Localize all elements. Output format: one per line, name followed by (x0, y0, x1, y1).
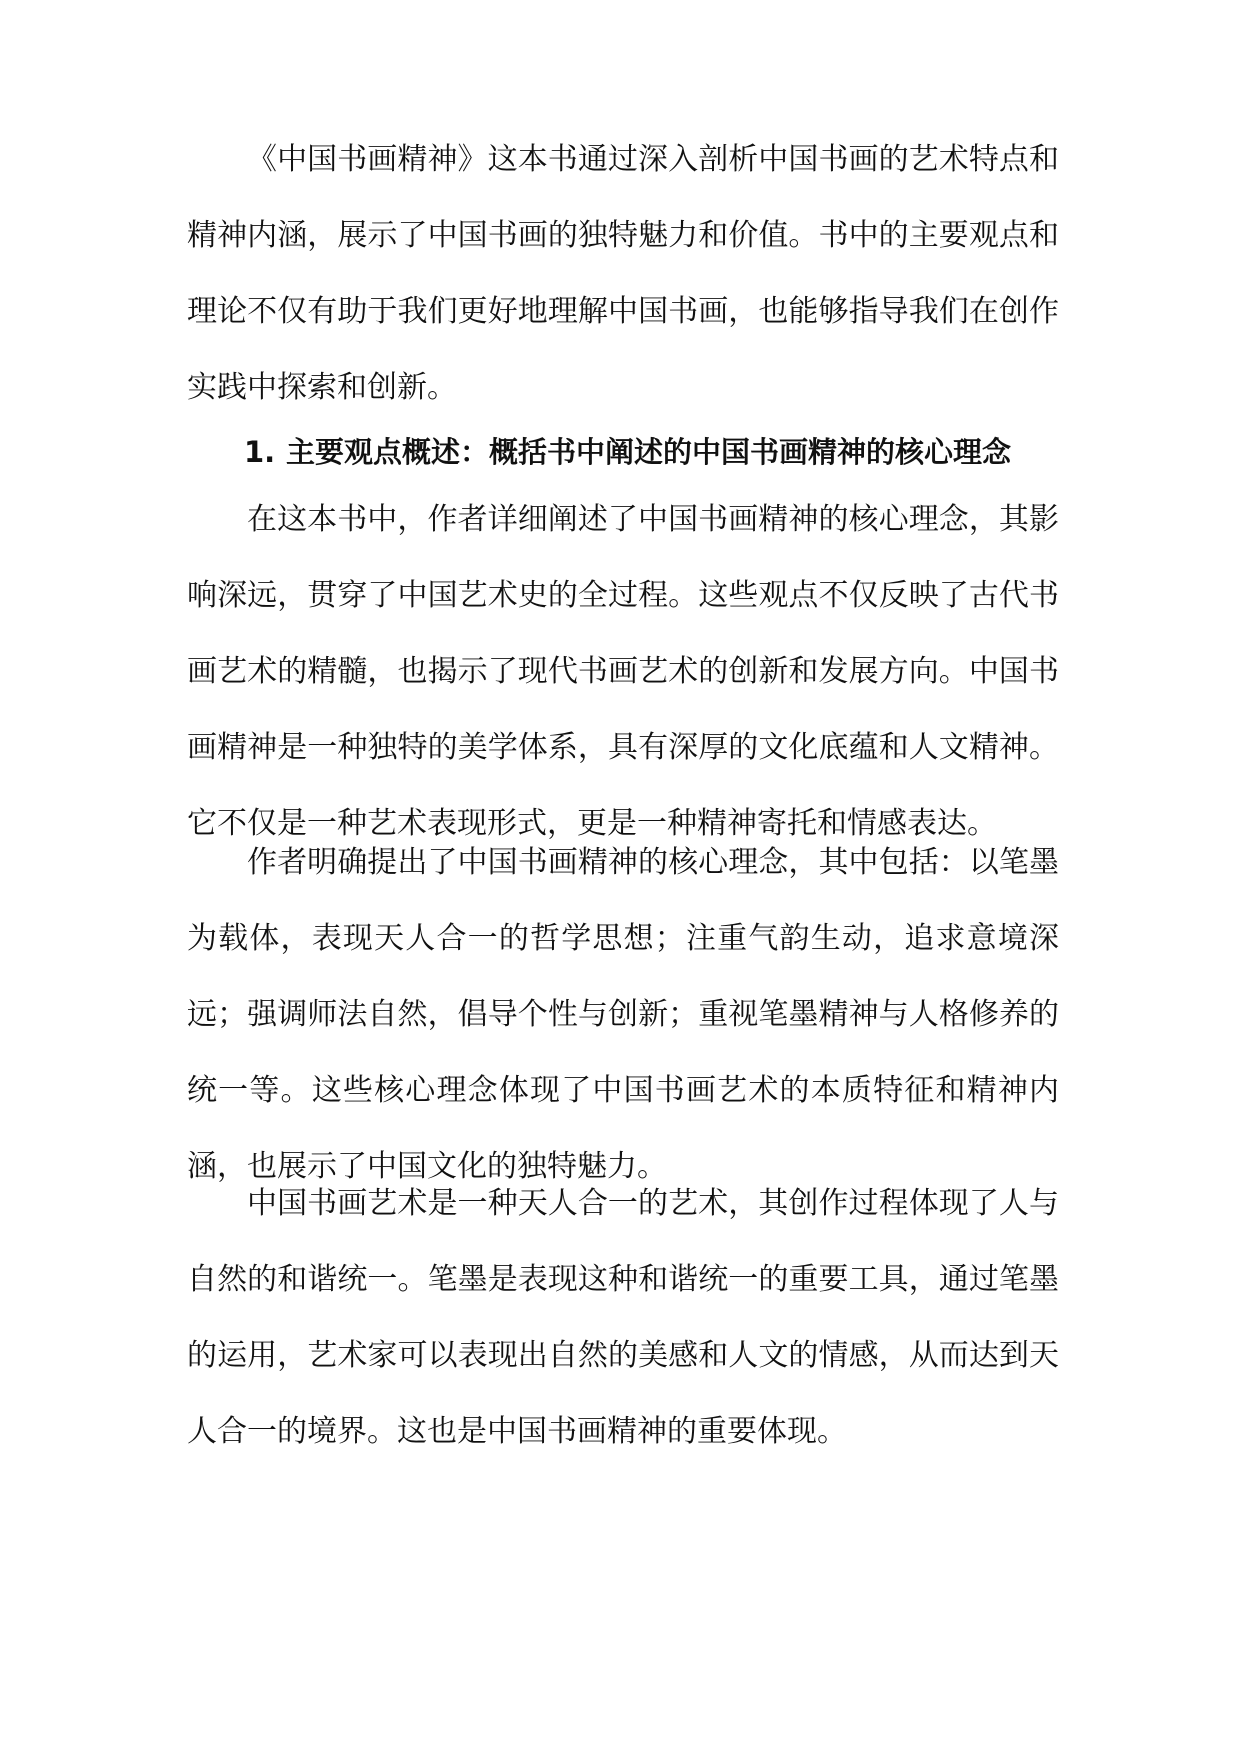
section-number: 1. (244, 435, 276, 469)
section-heading (244, 414, 1059, 490)
body-paragraph: 在这本书中，作者详细阐述了中国书画精神的核心理念，其影响深远，贯穿了中国艺术史的全过程。这些观点不仅反映了古代书画艺术的精髓，也揭示了现代书画艺术的创新和发展方向。中国书画精神是一种独特的美学体系，具有深厚的文化底蕴和人文精神。它不仅是一种艺术表现形式，更是一种精神寄托和情感表达。 (187, 502, 1059, 841)
body-paragraph: 作者明确提出了中国书画精神的核心理念，其中包括：以笔墨为载体，表现天人合一的哲学思想；注重气韵生动，追求意境深远；强调师法自然，倡导个性与创新；重视笔墨精神与人格修养的统一等。这些核心理念体现了中国书画艺术的本质特征和精神内涵，也展示了中国文化的独特魅力。 (187, 845, 1059, 1184)
intro-paragraph: 《中国书画精神》这本书通过深入剖析中国书画的艺术特点和精神内涵，展示了中国书画的独特魅力和价值。书中的主要观点和理论不仅有助于我们更好地理解中国书画，也能够指导我们在创作实践中探索和创新。 (187, 142, 1059, 405)
body-paragraph: 中国书画艺术是一种天人合一的艺术，其创作过程体现了人与自然的和谐统一。笔墨是表现这种和谐统一的重要工具，通过笔墨的运用，艺术家可以表现出自然的美感和人文的情感，从而达到天人合一的境界。这也是中国书画精神的重要体现。 (187, 1186, 1059, 1449)
section-title: 主要观点概述：概括书中阐述的中国书画精神的核心理念 (286, 435, 1012, 469)
